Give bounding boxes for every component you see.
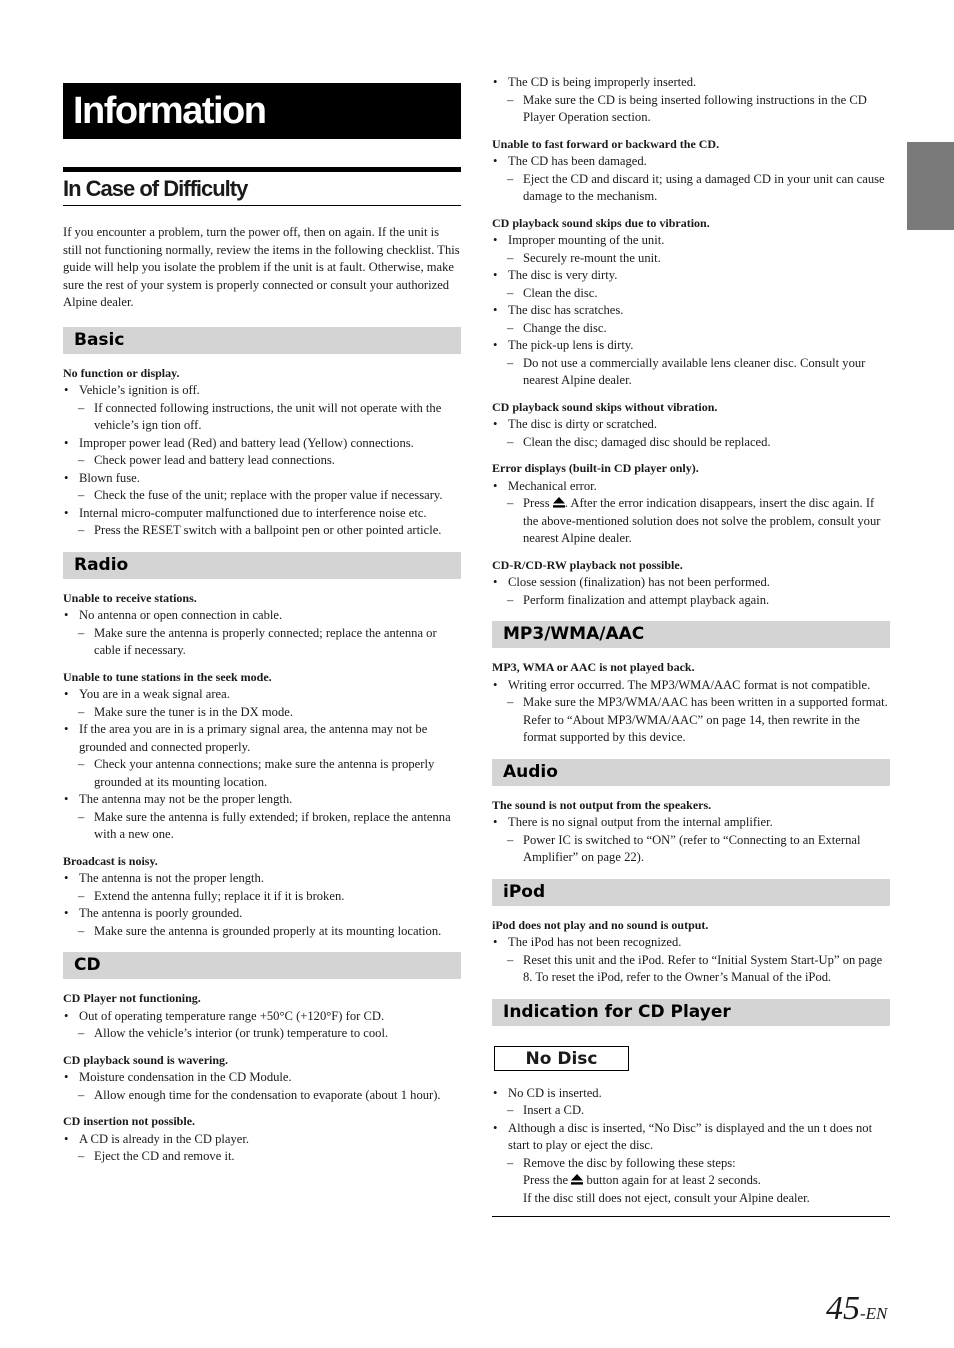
remedy-item: – Perform finalization and attempt playback again. [492,592,890,610]
eject-icon [571,1174,583,1185]
problem-block [63,590,461,660]
heading-ipod: iPod [492,879,890,906]
problem-title: CD Player not functioning. [63,991,201,1006]
problem-block [492,659,890,747]
remedy-step: If the disc still does not eject, consult your Alpine dealer. [523,1190,810,1205]
cause-item: • The antenna may not be the proper length. [63,791,461,809]
chapter-banner: Information [63,83,461,139]
remedy-item: – Make sure the CD is being inserted following instructions in the CD Player Operation section. [492,92,890,127]
problem-title: CD playback sound skips due to vibration. [492,215,710,230]
cause-item: • Out of operating temperature range +50°C (+120°F) for CD. [63,1008,461,1026]
heading-radio: Radio [63,552,461,579]
problem-title: CD insertion not possible. [63,1114,196,1129]
remedy-item: – Check power lead and battery lead connections. [63,452,461,470]
intro-paragraph: If you encounter a problem, turn the power off, then on again. If the unit is still not functioning normally, review the items in the following checklist. This guide will help you isolate the problem if the unit is at fault. Otherwise, make sure the rest of your system is properly connected or consult your authorized Alpine dealer. [63,225,460,310]
display-indicator: No Disc [494,1046,629,1071]
page-number-suffix: -EN [860,1304,888,1323]
remedy-item: – Allow enough time for the condensation to evaporate (about 1 hour). [63,1087,461,1105]
remedy-item: – Reset this unit and the iPod. Refer to “Initial System Start-Up” on page 8. To reset the iPod, refer to the Owner’s Manual of the iPod. [492,952,890,987]
remedy-item: – Make sure the tuner is in the DX mode. [63,704,461,722]
problem-block [63,669,461,844]
remedy-text: Press the [523,1173,569,1187]
problem-title: Broadcast is noisy. [63,853,158,868]
chapter-tab [907,142,954,230]
remedy-step [523,1172,890,1190]
problem-block [492,797,890,867]
remedy-item [492,1155,890,1208]
remedy-item: – Change the disc. [492,320,890,338]
cause-item: • Improper power lead (Red) and battery lead (Yellow) connections. [63,435,461,453]
problem-block [63,1113,461,1166]
cause-item: • Although a disc is inserted, “No Disc” is displayed and the un t does not start to play or eject the disc. [492,1120,890,1155]
problem-block [492,460,890,548]
cause-item: • The iPod has not been recognized. [492,934,890,952]
problem-title: Unable to tune stations in the seek mode. [63,669,272,684]
remedy-item: – Securely re-mount the unit. [492,250,890,268]
remedy-item: – Insert a CD. [492,1102,890,1120]
cause-item: • The CD is being improperly inserted. [492,74,890,92]
problem-block [492,557,890,610]
problem-block [492,1085,890,1208]
cause-item: • The pick-up lens is dirty. [492,337,890,355]
remedy-item: – Check your antenna connections; make sure the antenna is properly grounded at its mounting location. [63,756,461,791]
left-column [63,83,461,1175]
cause-item: • Internal micro-computer malfunctioned due to interference noise etc. [63,505,461,523]
heading-mp3: MP3/WMA/AAC [492,621,890,648]
cause-item: • The disc is very dirty. [492,267,890,285]
remedy-text: Press [523,496,550,510]
problem-title: Unable to fast forward or backward the CD. [492,136,720,151]
remedy-item: – Make sure the MP3/WMA/AAC has been written in a supported format. Refer to “About MP3/WMA/AAC” on page 14, then rewrite in the format supported by this device. [492,694,890,747]
remedy-item: – Eject the CD and remove it. [63,1148,461,1166]
heading-indication: Indication for CD Player [492,999,890,1026]
problem-block [492,136,890,206]
cause-item: • No CD is inserted. [492,1085,890,1103]
cause-item: • The disc has scratches. [492,302,890,320]
cause-item: • The disc is dirty or scratched. [492,416,890,434]
page-number [826,1290,887,1328]
problem-title: The sound is not output from the speakers. [492,797,712,812]
page-number-value: 45 [826,1290,860,1327]
remedy-item: – Eject the CD and discard it; using a damaged CD in your unit can cause damage to the mechanism. [492,171,890,206]
remedy-item: – Allow the vehicle’s interior (or trunk) temperature to cool. [63,1025,461,1043]
cause-item: • A CD is already in the CD player. [63,1131,461,1149]
remedy-text: button again for at least 2 seconds. [586,1173,761,1187]
problem-title: CD playback sound is wavering. [63,1052,229,1067]
cause-item: • The antenna is not the proper length. [63,870,461,888]
problem-title: Unable to receive stations. [63,590,197,605]
remedy-item: – Check the fuse of the unit; replace with the proper value if necessary. [63,487,461,505]
end-rule [492,1216,890,1217]
problem-block [63,1052,461,1105]
remedy-item: – If connected following instructions, the unit will not operate with the vehicle’s ign tion off. [63,400,461,435]
cause-item: • Mechanical error. [492,478,890,496]
problem-block [492,399,890,452]
cause-item: • There is no signal output from the internal amplifier. [492,814,890,832]
problem-title: iPod does not play and no sound is output. [492,917,709,932]
remedy-item: – Extend the antenna fully; replace it if it is broken. [63,888,461,906]
problem-title: MP3, WMA or AAC is not played back. [492,660,695,674]
remedy-item: – Clean the disc. [492,285,890,303]
cause-item: • Close session (finalization) has not been performed. [492,574,890,592]
right-column [492,74,890,1217]
remedy-item: – Make sure the antenna is fully extended; if broken, replace the antenna with a new one. [63,809,461,844]
section-title: In Case of Difficulty [63,167,461,206]
cause-item: • Moisture condensation in the CD Module. [63,1069,461,1087]
cause-item: • Blown fuse. [63,470,461,488]
heading-cd: CD [63,952,461,979]
problem-block [492,215,890,390]
problem-block [63,365,461,540]
cause-item: • You are in a weak signal area. [63,686,461,704]
cause-item: • The CD has been damaged. [492,153,890,171]
remedy-item: – Press the RESET switch with a ballpoint pen or other pointed article. [63,522,461,540]
remedy-item: – Do not use a commercially available lens cleaner disc. Consult your nearest Alpine dealer. [492,355,890,390]
eject-icon [553,497,565,508]
cause-item: • Improper mounting of the unit. [492,232,890,250]
remedy-item: – Make sure the antenna is properly connected; replace the antenna or cable if necessary. [63,625,461,660]
problem-title: No function or display. [63,365,180,380]
remedy-step: – Remove the disc by following these steps: [523,1155,736,1170]
remedy-text: . After the error indication disappears, insert the disc again. If the above-mentioned solution does not solve the problem, consult your nearest Alpine dealer. [523,496,881,545]
problem-block [63,853,461,941]
remedy-item: – Clean the disc; damaged disc should be replaced. [492,434,890,452]
problem-block [63,990,461,1043]
remedy-item [492,495,890,548]
heading-basic: Basic [63,327,461,354]
remedy-item: – Power IC is switched to “ON” (refer to “Connecting to an External Amplifier” on page 22). [492,832,890,867]
problem-title: CD playback sound skips without vibration. [492,399,718,414]
cause-item: • Writing error occurred. The MP3/WMA/AAC format is not compatible. [492,677,890,695]
problem-block [492,917,890,987]
cause-item: • If the area you are in is a primary signal area, the antenna may not be grounded and connected properly. [63,721,461,756]
cause-item: • The antenna is poorly grounded. [63,905,461,923]
remedy-item: – Make sure the antenna is grounded properly at its mounting location. [63,923,461,941]
problem-title: CD-R/CD-RW playback not possible. [492,557,683,572]
cause-item: • Vehicle’s ignition is off. [63,382,461,400]
problem-block [492,74,890,127]
cause-item: • No antenna or open connection in cable. [63,607,461,625]
heading-audio: Audio [492,759,890,786]
problem-title: Error displays (built-in CD player only). [492,461,699,475]
